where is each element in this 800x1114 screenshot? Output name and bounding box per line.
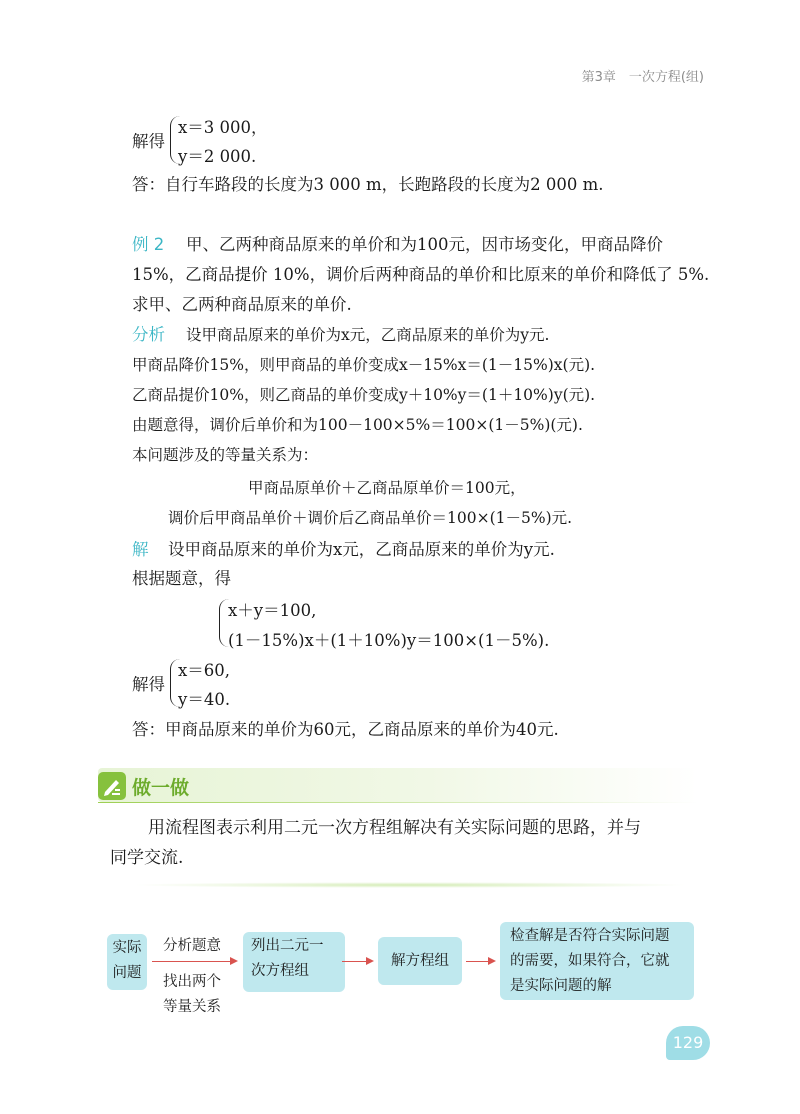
page-number: 129 [666,1026,710,1060]
analysis-text: 设甲商品原来的单价为x元，乙商品原来的单价为y元. [186,326,550,344]
analysis-label: 分析 [132,325,165,344]
arrow-head-icon [366,957,374,965]
example-text: 甲、乙两种商品原来的单价和为100元，因市场变化，甲商品降价 [186,235,663,254]
try-text: 用流程图表示利用二元一次方程组解决有关实际问题的思路，并与 [148,818,641,838]
arrow-head-icon [488,957,496,965]
section-title: 做一做 [132,777,190,799]
solution-text: 根据题意，得 [132,569,231,588]
flow-label: 等量关系 [163,999,221,1015]
analysis-text: 甲商品降价15%，则甲商品的单价变成x－15%x＝(1－15%)x(元). [132,356,596,374]
flow-box-text: 检查解是否符合实际问题 [510,928,670,944]
answer-text: 答：甲商品原来的单价为60元，乙商品原来的单价为40元. [132,720,559,739]
pencil-icon [98,772,126,800]
chapter-header: 第3章 一次方程(组) [581,70,704,85]
flow-box-check [500,922,694,1000]
example-text: 15%，乙商品提价 10%，调价后两种商品的单价和比原来的单价和降低了 5%. [132,265,710,284]
equation: (1－15%)x＋(1＋10%)y＝100×(1－5%). [228,631,550,650]
solution-text: 设甲商品原来的单价为x元，乙商品原来的单价为y元. [168,540,555,559]
analysis-text: 由题意得，调价后单价和为100－100×5%＝100×(1－5%)(元). [132,416,583,434]
flow-box-solve: 解方程组 [378,937,462,985]
solved-label: 解得 [132,132,165,151]
equation: x＋y＝100, [228,601,317,620]
answer-text: 答：自行车路段的长度为3 000 m，长跑路段的长度为2 000 m. [132,175,604,194]
solved-label: 解得 [132,675,165,694]
analysis-text: 乙商品提价10%，则乙商品的单价变成y＋10%y＝(1＋10%)y(元). [132,386,596,404]
arrow-head-icon [230,957,238,965]
flow-box-problem [107,934,147,990]
flow-arrow [152,961,232,962]
decorative-divider [130,882,690,888]
try-text: 同学交流. [110,848,184,868]
relation-line: 甲商品原单价＋乙商品原单价＝100元， [248,479,526,497]
flow-box-text: 的需要，如果符合，它就 [510,953,670,969]
equation: y＝2 000. [178,147,257,166]
example-label: 例 2 [132,235,165,254]
flow-arrow [342,961,368,962]
equation: x＝3 000， [178,118,268,137]
equation: x＝60, [178,661,231,680]
flow-box-text: 次方程组 [251,963,309,979]
equation: y＝40. [178,690,231,709]
analysis-text: 本问题涉及的等量关系为： [132,446,319,464]
flow-box-text: 实际 [112,940,142,956]
flow-box-text: 列出二元一 [251,938,324,954]
relation-line: 调价后甲商品单价＋调价后乙商品单价＝100×(1－5%)元. [168,509,573,527]
flow-box-text: 问题 [112,965,142,981]
section-divider [98,802,698,803]
flow-box-equations [243,932,345,992]
solution-label: 解 [132,540,149,559]
example-text: 求甲、乙两种商品原来的单价. [132,295,352,314]
flow-label: 找出两个 [163,974,221,990]
flow-arrow [466,961,490,962]
flow-label: 分析题意 [163,938,221,954]
flow-box-text: 是实际问题的解 [510,978,612,994]
